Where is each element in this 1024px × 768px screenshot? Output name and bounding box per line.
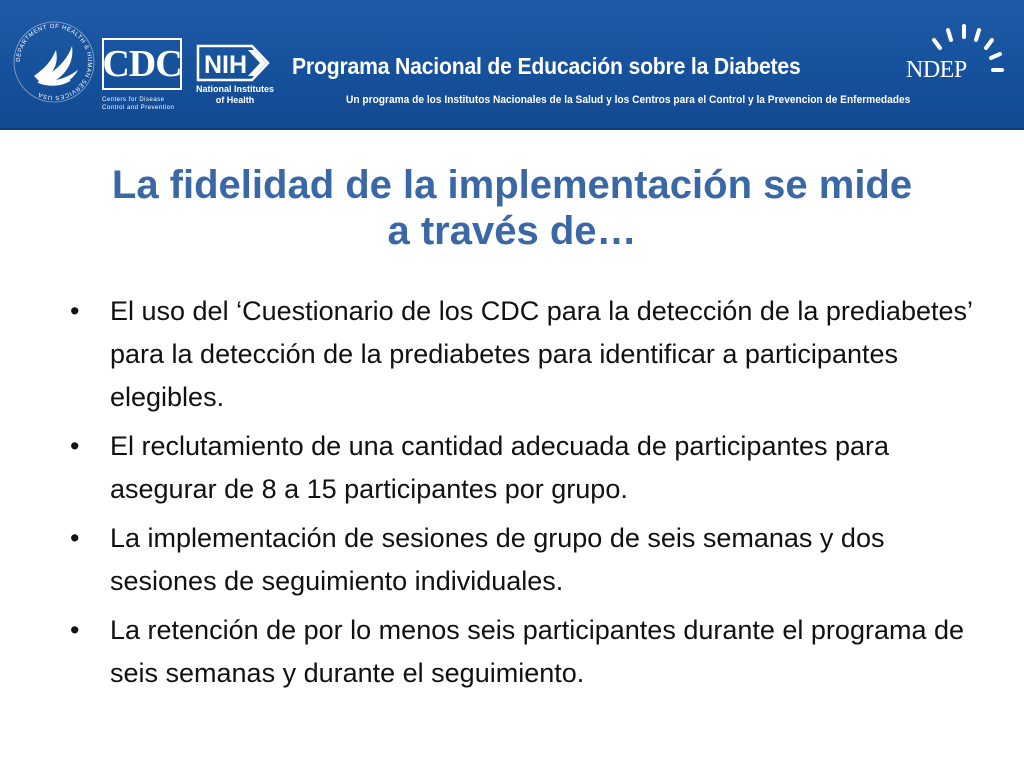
- hhs-seal-text: DEPARTMENT OF HEALTH & HUMAN SERVICES USA: [15, 23, 93, 101]
- nih-logo-text: NIH: [204, 51, 248, 79]
- bullet-text: La implementación de sesiones de grupo de seis semanas y dos sesiones de seguimiento individuales.: [110, 523, 885, 596]
- nih-logo: [196, 44, 270, 82]
- bullet-item: [62, 609, 982, 695]
- program-title: Programa Nacional de Educación sobre la Diabetes: [292, 53, 801, 79]
- bullet-item: [62, 425, 982, 511]
- bullet-icon: •: [70, 431, 80, 461]
- ndep-logo-text: NDEP: [906, 57, 967, 83]
- slide-title-line1: La fidelidad de la implementación se mide: [111, 163, 913, 207]
- bullet-list: [62, 290, 982, 701]
- bullet-icon: •: [70, 296, 80, 326]
- slide-title: [40, 162, 984, 254]
- nih-caption-line1: National Institutes: [195, 84, 274, 94]
- bullet-item: [62, 517, 982, 603]
- header-banner: [0, 0, 1024, 130]
- bullet-text: El uso del ‘Cuestionario de los CDC para la detección de la prediabetes’ para la detección de la prediabetes para identificar a participantes elegibles.: [110, 296, 972, 412]
- cdc-logo-text: CDC: [102, 43, 182, 85]
- bullet-icon: •: [70, 523, 80, 553]
- bullet-icon: •: [70, 615, 80, 645]
- nih-caption: [190, 84, 280, 106]
- slide-title-line2: a través de…: [387, 209, 637, 253]
- bullet-text: La retención de por lo menos seis participantes durante el programa de seis semanas y durante el seguimiento.: [110, 615, 965, 688]
- cdc-caption: Centers for Disease Control and Prevention: [102, 97, 175, 111]
- header-divider: [0, 128, 1024, 130]
- bullet-text: El reclutamiento de una cantidad adecuada de participantes para asegurar de 8 a 15 participantes por grupo.: [110, 431, 890, 504]
- hhs-seal-logo: [12, 20, 96, 104]
- nih-caption-line2: of Health: [215, 95, 255, 105]
- program-subtitle: Un programa de los Institutos Nacionales de la Salud y los Centros para el Control y la Prevencion de Enfermedades: [346, 94, 911, 106]
- cdc-logo: [102, 38, 182, 90]
- bullet-item: [62, 290, 982, 419]
